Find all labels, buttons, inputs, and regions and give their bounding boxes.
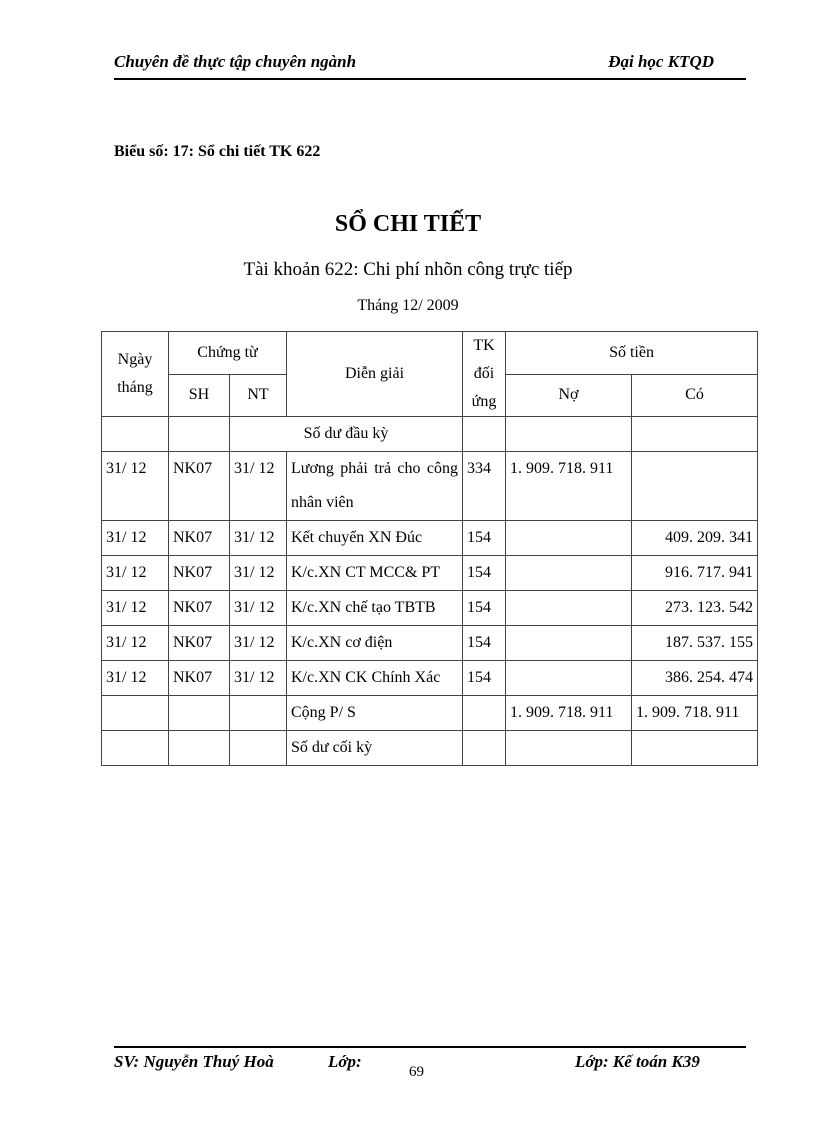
row-credit: 386. 254. 474	[632, 661, 758, 696]
header-right-text: Đại học KTQD	[608, 52, 714, 71]
row-voucher-date: 31/ 12	[230, 661, 287, 696]
opening-balance-row	[102, 417, 758, 452]
row-credit: 409. 209. 341	[632, 521, 758, 556]
closing-balance-row	[102, 731, 758, 766]
row-account: 154	[463, 521, 506, 556]
row-account: 154	[463, 556, 506, 591]
total-debit: 1. 909. 718. 911	[506, 696, 632, 731]
row-voucher-date: 31/ 12	[230, 521, 287, 556]
row-description: K/c.XN CK Chính Xác	[287, 661, 463, 696]
row-voucher-number: NK07	[169, 626, 230, 661]
total-row	[102, 696, 758, 731]
row-voucher-number: NK07	[169, 556, 230, 591]
row-date: 31/ 12	[102, 556, 169, 591]
header-date: Ngày tháng	[102, 332, 169, 417]
class-label: Lớp:	[328, 1052, 362, 1071]
table-row	[102, 521, 758, 556]
table-row	[102, 556, 758, 591]
header-left-text: Chuyên đề thực tập chuyên ngành	[114, 52, 357, 71]
row-credit: 916. 717. 941	[632, 556, 758, 591]
row-account: 334	[463, 452, 506, 521]
header-voucher: Chứng từ	[169, 332, 287, 375]
ledger-table	[101, 331, 758, 766]
row-voucher-date: 31/ 12	[230, 591, 287, 626]
header-account: TK đối ứng	[463, 332, 506, 417]
table-row	[102, 591, 758, 626]
ledger-rows	[102, 452, 758, 696]
row-debit: 1. 909. 718. 911	[506, 452, 632, 521]
row-date: 31/ 12	[102, 591, 169, 626]
row-debit	[506, 626, 632, 661]
row-account: 154	[463, 591, 506, 626]
row-account: 154	[463, 626, 506, 661]
form-label: Biểu số: 17: Sổ chi tiết TK 622	[114, 143, 321, 160]
row-debit	[506, 591, 632, 626]
header-credit: Có	[632, 374, 758, 417]
page-header	[114, 52, 746, 80]
student-name: SV: Nguyễn Thuý Hoà	[114, 1052, 274, 1071]
row-date: 31/ 12	[102, 661, 169, 696]
row-debit	[506, 521, 632, 556]
table-row	[102, 661, 758, 696]
closing-balance-label: Số dư cối kỳ	[287, 731, 463, 766]
row-account: 154	[463, 661, 506, 696]
row-voucher-number: NK07	[169, 591, 230, 626]
table-row	[102, 452, 758, 521]
document-subtitle: Tài khoản 622: Chi phí nhõn công trực tiếp	[243, 259, 573, 280]
row-description: K/c.XN chế tạo TBTB	[287, 591, 463, 626]
table-header-row	[102, 332, 758, 375]
row-voucher-date: 31/ 12	[230, 626, 287, 661]
row-description: Kết chuyển XN Đúc	[287, 521, 463, 556]
total-credit: 1. 909. 718. 911	[632, 696, 758, 731]
row-description: K/c.XN cơ điện	[287, 626, 463, 661]
document-title: SỔ CHI TIẾT	[334, 211, 482, 237]
total-label: Cộng P/ S	[287, 696, 463, 731]
document-period: Tháng 12/ 2009	[357, 297, 459, 314]
row-voucher-date: 31/ 12	[230, 556, 287, 591]
row-voucher-number: NK07	[169, 661, 230, 696]
row-credit: 273. 123. 542	[632, 591, 758, 626]
row-debit	[506, 661, 632, 696]
row-voucher-number: NK07	[169, 521, 230, 556]
row-date: 31/ 12	[102, 521, 169, 556]
row-credit	[632, 452, 758, 521]
header-debit: Nợ	[506, 374, 632, 417]
row-credit: 187. 537. 155	[632, 626, 758, 661]
header-sh: SH	[169, 374, 230, 417]
header-amount: Số tiền	[506, 332, 758, 375]
row-date: 31/ 12	[102, 452, 169, 521]
row-voucher-date: 31/ 12	[230, 452, 287, 521]
header-nt: NT	[230, 374, 287, 417]
row-description: Lương phải trả cho công nhân viên	[287, 452, 463, 521]
row-debit	[506, 556, 632, 591]
table-row	[102, 626, 758, 661]
page-number: 69	[409, 1064, 424, 1080]
row-voucher-number: NK07	[169, 452, 230, 521]
class-name: Lớp: Kế toán K39	[575, 1052, 700, 1071]
header-description: Diễn giải	[287, 332, 463, 417]
opening-balance-label: Số dư đầu kỳ	[230, 417, 463, 452]
row-date: 31/ 12	[102, 626, 169, 661]
row-description: K/c.XN CT MCC& PT	[287, 556, 463, 591]
page-footer	[114, 1046, 746, 1088]
